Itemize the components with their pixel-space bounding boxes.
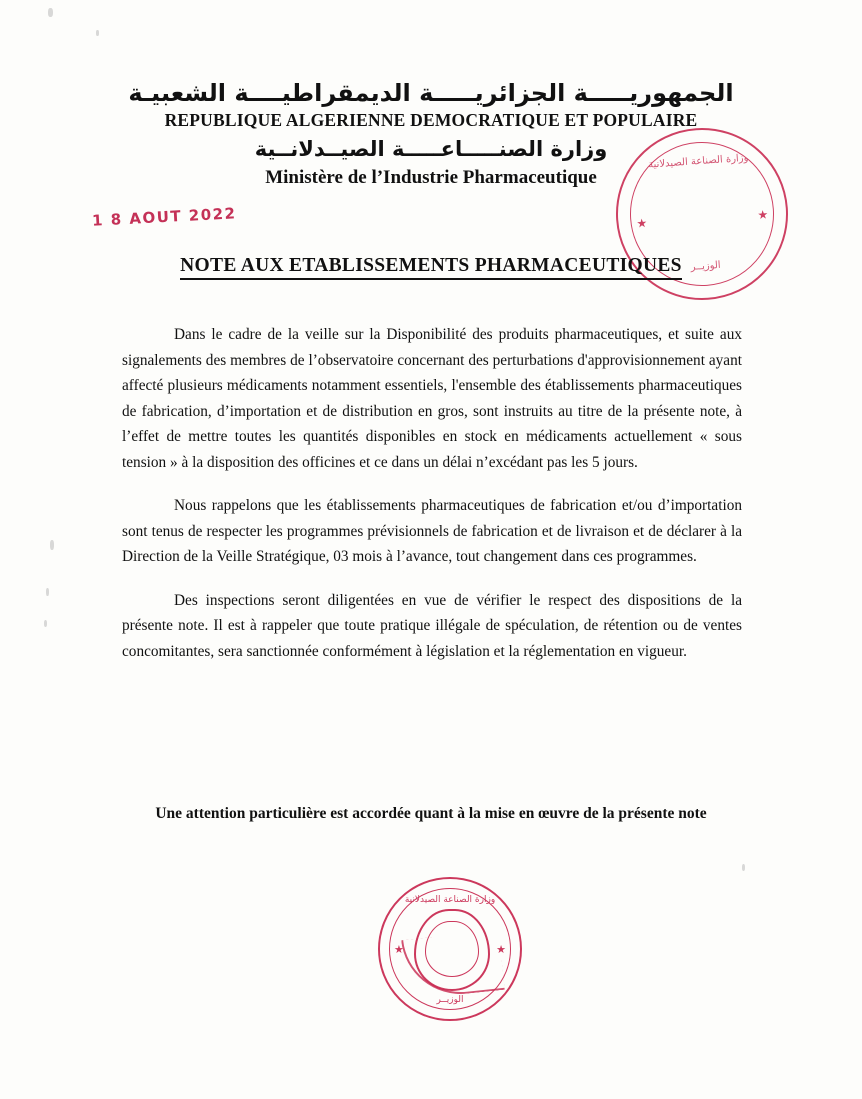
header-arabic-republic: الجمهوريـــــة الجزائريـــــة الديمقراطيــــة الشعبيـة [128, 79, 734, 107]
header-french-republic: REPUBLIQUE ALGERIENNE DEMOCRATIQUE ET POPULAIRE [164, 110, 698, 130]
footer-note: Une attention particulière est accordée quant à la mise en œuvre de la présente note [155, 805, 707, 822]
scan-speck [50, 540, 54, 550]
stamp-top-star-right-icon: ★ [756, 207, 769, 223]
scan-speck [46, 588, 49, 596]
scan-speck [742, 864, 745, 871]
header-arabic-ministry: وزارة الصنـــــاعـــــة الصيــدلانــية [254, 137, 608, 161]
stamp-bottom-star-left-icon: ★ [394, 944, 404, 956]
document-body [122, 322, 742, 664]
body-paragraph-3: Des inspections seront diligentées en vue de vérifier le respect des dispositions de la présente note. Il est à rappeler que toute pratique illégale de spéculation, de rétention ou de ventes concomitantes, sera sanctionnée conformément à législation et la réglementation en vigueur. [122, 591, 742, 660]
document-title [0, 255, 862, 277]
body-paragraph-2: Nous rappelons que les établissements pharmaceutiques de fabrication et/ou d’importation sont tenus de respecter les programmes prévisionnels de fabrication et de livraison et de déclarer à la Direction de la Veille Stratégique, 03 mois à l’avance, tout changement dans ces programmes. [122, 497, 742, 565]
date-stamp: 1 8 AOUT 2022 [91, 204, 237, 230]
stamp-top-arabic-bottom-text: الوزيــر [690, 259, 721, 273]
scan-speck [44, 620, 47, 627]
document-title-text: NOTE AUX ETABLISSEMENTS PHARMACEUTIQUES [180, 255, 682, 280]
stamp-bottom-arabic-top-text: وزارة الصناعة الصيدلانية [404, 895, 496, 905]
body-paragraph-1: Dans le cadre de la veille sur la Disponibilité des produits pharmaceutiques, et suite aux signalements des membres de l’observatoire concernant des perturbations d'approvisionnement ayant affecté plusieurs médicaments notamment essentiels, l'ensemble des établissements pharmaceutiques de fabrication, d’importation et de distribution en gros, sont instruits au titre de la présente note, à l’effet de mettre toutes les quantités disponibles en stock en médicaments actuellement « sous tension » à la disposition des officines et ce dans un délai n’excédant pas les 5 jours. [122, 326, 742, 471]
stamp-top-arabic-top-text: وزارة الصناعة الصيدلانية [647, 152, 749, 171]
stamp-bottom-star-right-icon: ★ [496, 944, 506, 956]
header-french-ministry: Ministère de l’Industrie Pharmaceutique [265, 167, 597, 188]
stamp-top-star-left-icon: ★ [636, 215, 648, 231]
scan-speck [48, 8, 53, 17]
scan-speck [96, 30, 99, 36]
stamp-bottom-arabic-bottom-text: الوزيــر [436, 995, 464, 1005]
